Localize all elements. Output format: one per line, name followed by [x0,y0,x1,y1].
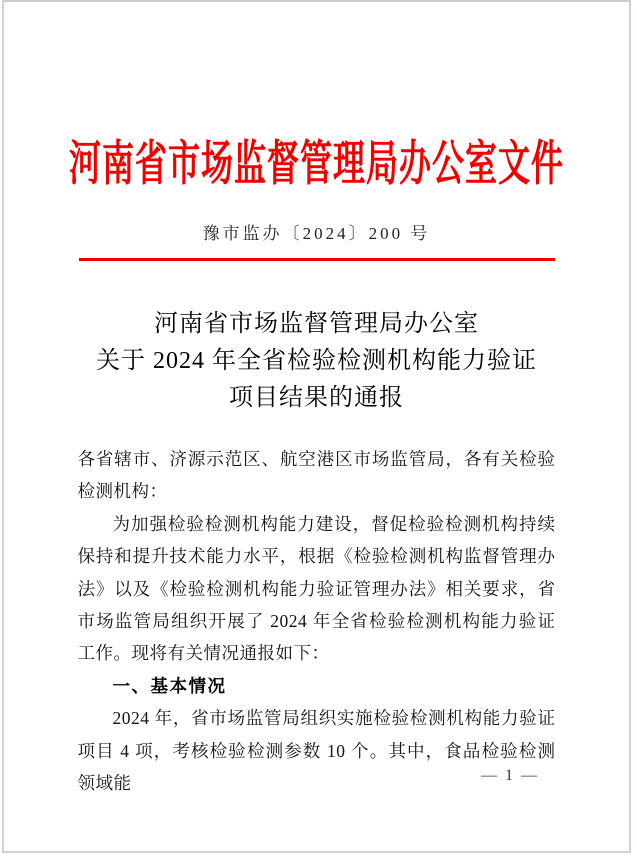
title-line-2: 关于 2024 年全省检验检测机构能力验证 [96,348,537,374]
document-page [2,0,631,853]
document-body [78,443,556,799]
page-number: — 1 — [481,767,539,784]
paragraph-2: 2024 年，省市场监管局组织实施检验检测机构能力验证项目 4 项，考核检验检测参数 10 个。其中，食品检验检测领域能 [77,708,556,794]
document-title [4,306,629,417]
title-line-3: 项目结果的通报 [229,385,404,411]
paragraph-1: 为加强检验检测机构能力建设，督促检验检测机构持续保持和提升技术能力水平，根据《检验检测机构监督管理办法》以及《检验检测机构能力验证管理办法》相关要求，省市场监管局组织开展了 2024 年全省检验检测机构能力验证工作。现将有关情况通报如下： [77,513,556,664]
red-header-title: 河南省市场监督管理局办公室文件 [68,136,564,190]
section-heading-1: 一、基本情况 [112,675,227,696]
red-divider-line [79,258,555,261]
title-line-1: 河南省市场监督管理局办公室 [154,311,479,337]
salutation: 各省辖市、济源示范区、航空港区市场监管局，各有关检验检测机构： [77,449,556,502]
doc-number: 豫市监办〔2024〕200 号 [202,224,431,243]
